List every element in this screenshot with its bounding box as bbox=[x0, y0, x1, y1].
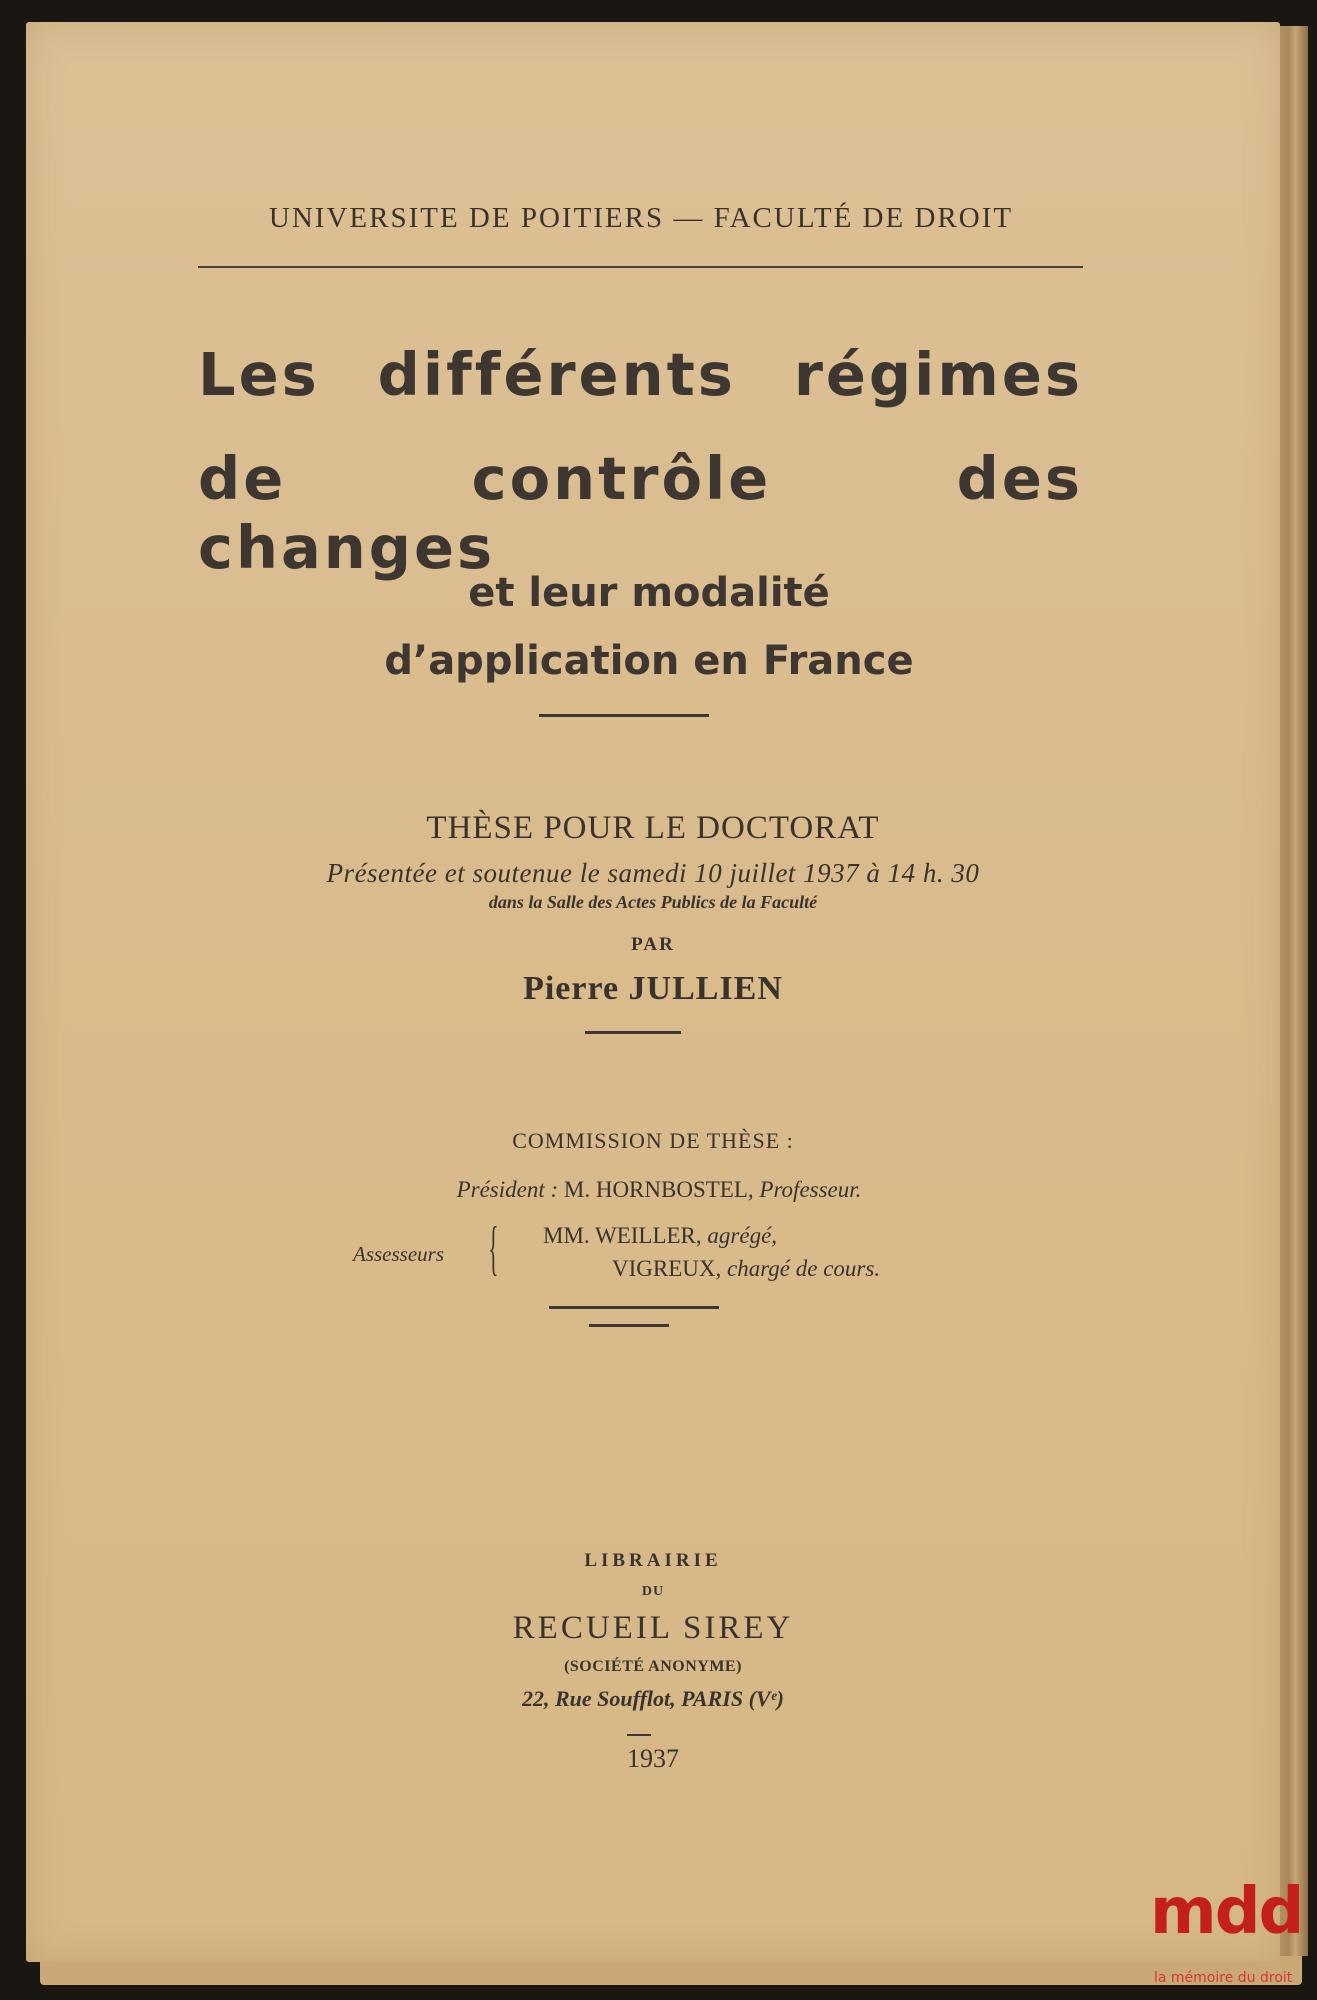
assessor-2-role: chargé de cours. bbox=[727, 1256, 881, 1281]
divider-rule-4 bbox=[627, 1734, 651, 1736]
commission-president bbox=[32, 1177, 1286, 1203]
thesis-label: THÈSE POUR LE DOCTORAT bbox=[426, 810, 880, 846]
logo-mark: mdd bbox=[1150, 1875, 1303, 1949]
title-line-2: de contrôle des changes bbox=[198, 444, 1083, 582]
mdd-logo bbox=[1150, 1875, 1315, 1995]
assessor-2 bbox=[612, 1256, 880, 1282]
subtitle-line-2: d’application en France bbox=[384, 638, 914, 684]
commission-title: COMMISSION DE THÈSE : bbox=[512, 1128, 794, 1153]
page-stack-edge bbox=[1276, 26, 1308, 1956]
university-header: UNIVERSITE DE POITIERS — FACULTÉ DE DROIT bbox=[268, 202, 1014, 234]
title-line-1: Les différents régimes bbox=[198, 340, 1083, 409]
publisher-address: 22, Rue Soufflot, PARIS (Vᵉ) bbox=[522, 1686, 784, 1711]
assessor-1-name: MM. WEILLER, bbox=[543, 1223, 702, 1248]
president-label: Président : bbox=[456, 1177, 559, 1202]
brace-icon: { bbox=[488, 1215, 499, 1281]
publisher-line-2: DU bbox=[641, 1584, 665, 1599]
thesis-presented: Présentée et soutenue le samedi 10 juillet 1937 à 14 h. 30 bbox=[326, 858, 980, 888]
president-name: M. HORNBOSTEL, bbox=[563, 1177, 754, 1202]
assessor-1 bbox=[543, 1223, 777, 1249]
divider-rule-2 bbox=[585, 1031, 681, 1034]
thesis-by: PAR bbox=[631, 934, 675, 955]
publisher-line-1: LIBRAIRIE bbox=[584, 1550, 722, 1571]
subtitle-line-1: et leur modalité bbox=[468, 570, 830, 616]
assessor-2-name: VIGREUX, bbox=[612, 1256, 722, 1281]
assessors-label: Assesseurs bbox=[353, 1242, 445, 1266]
logo-tagline: la mémoire du droit bbox=[1154, 1970, 1293, 1986]
publisher-name: RECUEIL SIREY bbox=[512, 1610, 794, 1646]
thesis-author: Pierre JULLIEN bbox=[523, 970, 783, 1007]
divider-rule-3a bbox=[549, 1306, 719, 1309]
header-rule bbox=[198, 266, 1083, 268]
president-role: Professeur. bbox=[759, 1177, 862, 1202]
title-page bbox=[26, 22, 1280, 1962]
assessor-1-role: agrégé, bbox=[707, 1223, 778, 1248]
publication-year: 1937 bbox=[627, 1744, 679, 1773]
divider-rule-1 bbox=[539, 714, 709, 717]
publisher-company: (SOCIÉTÉ ANONYME) bbox=[564, 1658, 742, 1675]
thesis-location: dans la Salle des Actes Publics de la Faculté bbox=[488, 892, 818, 912]
divider-rule-3b bbox=[589, 1324, 669, 1327]
